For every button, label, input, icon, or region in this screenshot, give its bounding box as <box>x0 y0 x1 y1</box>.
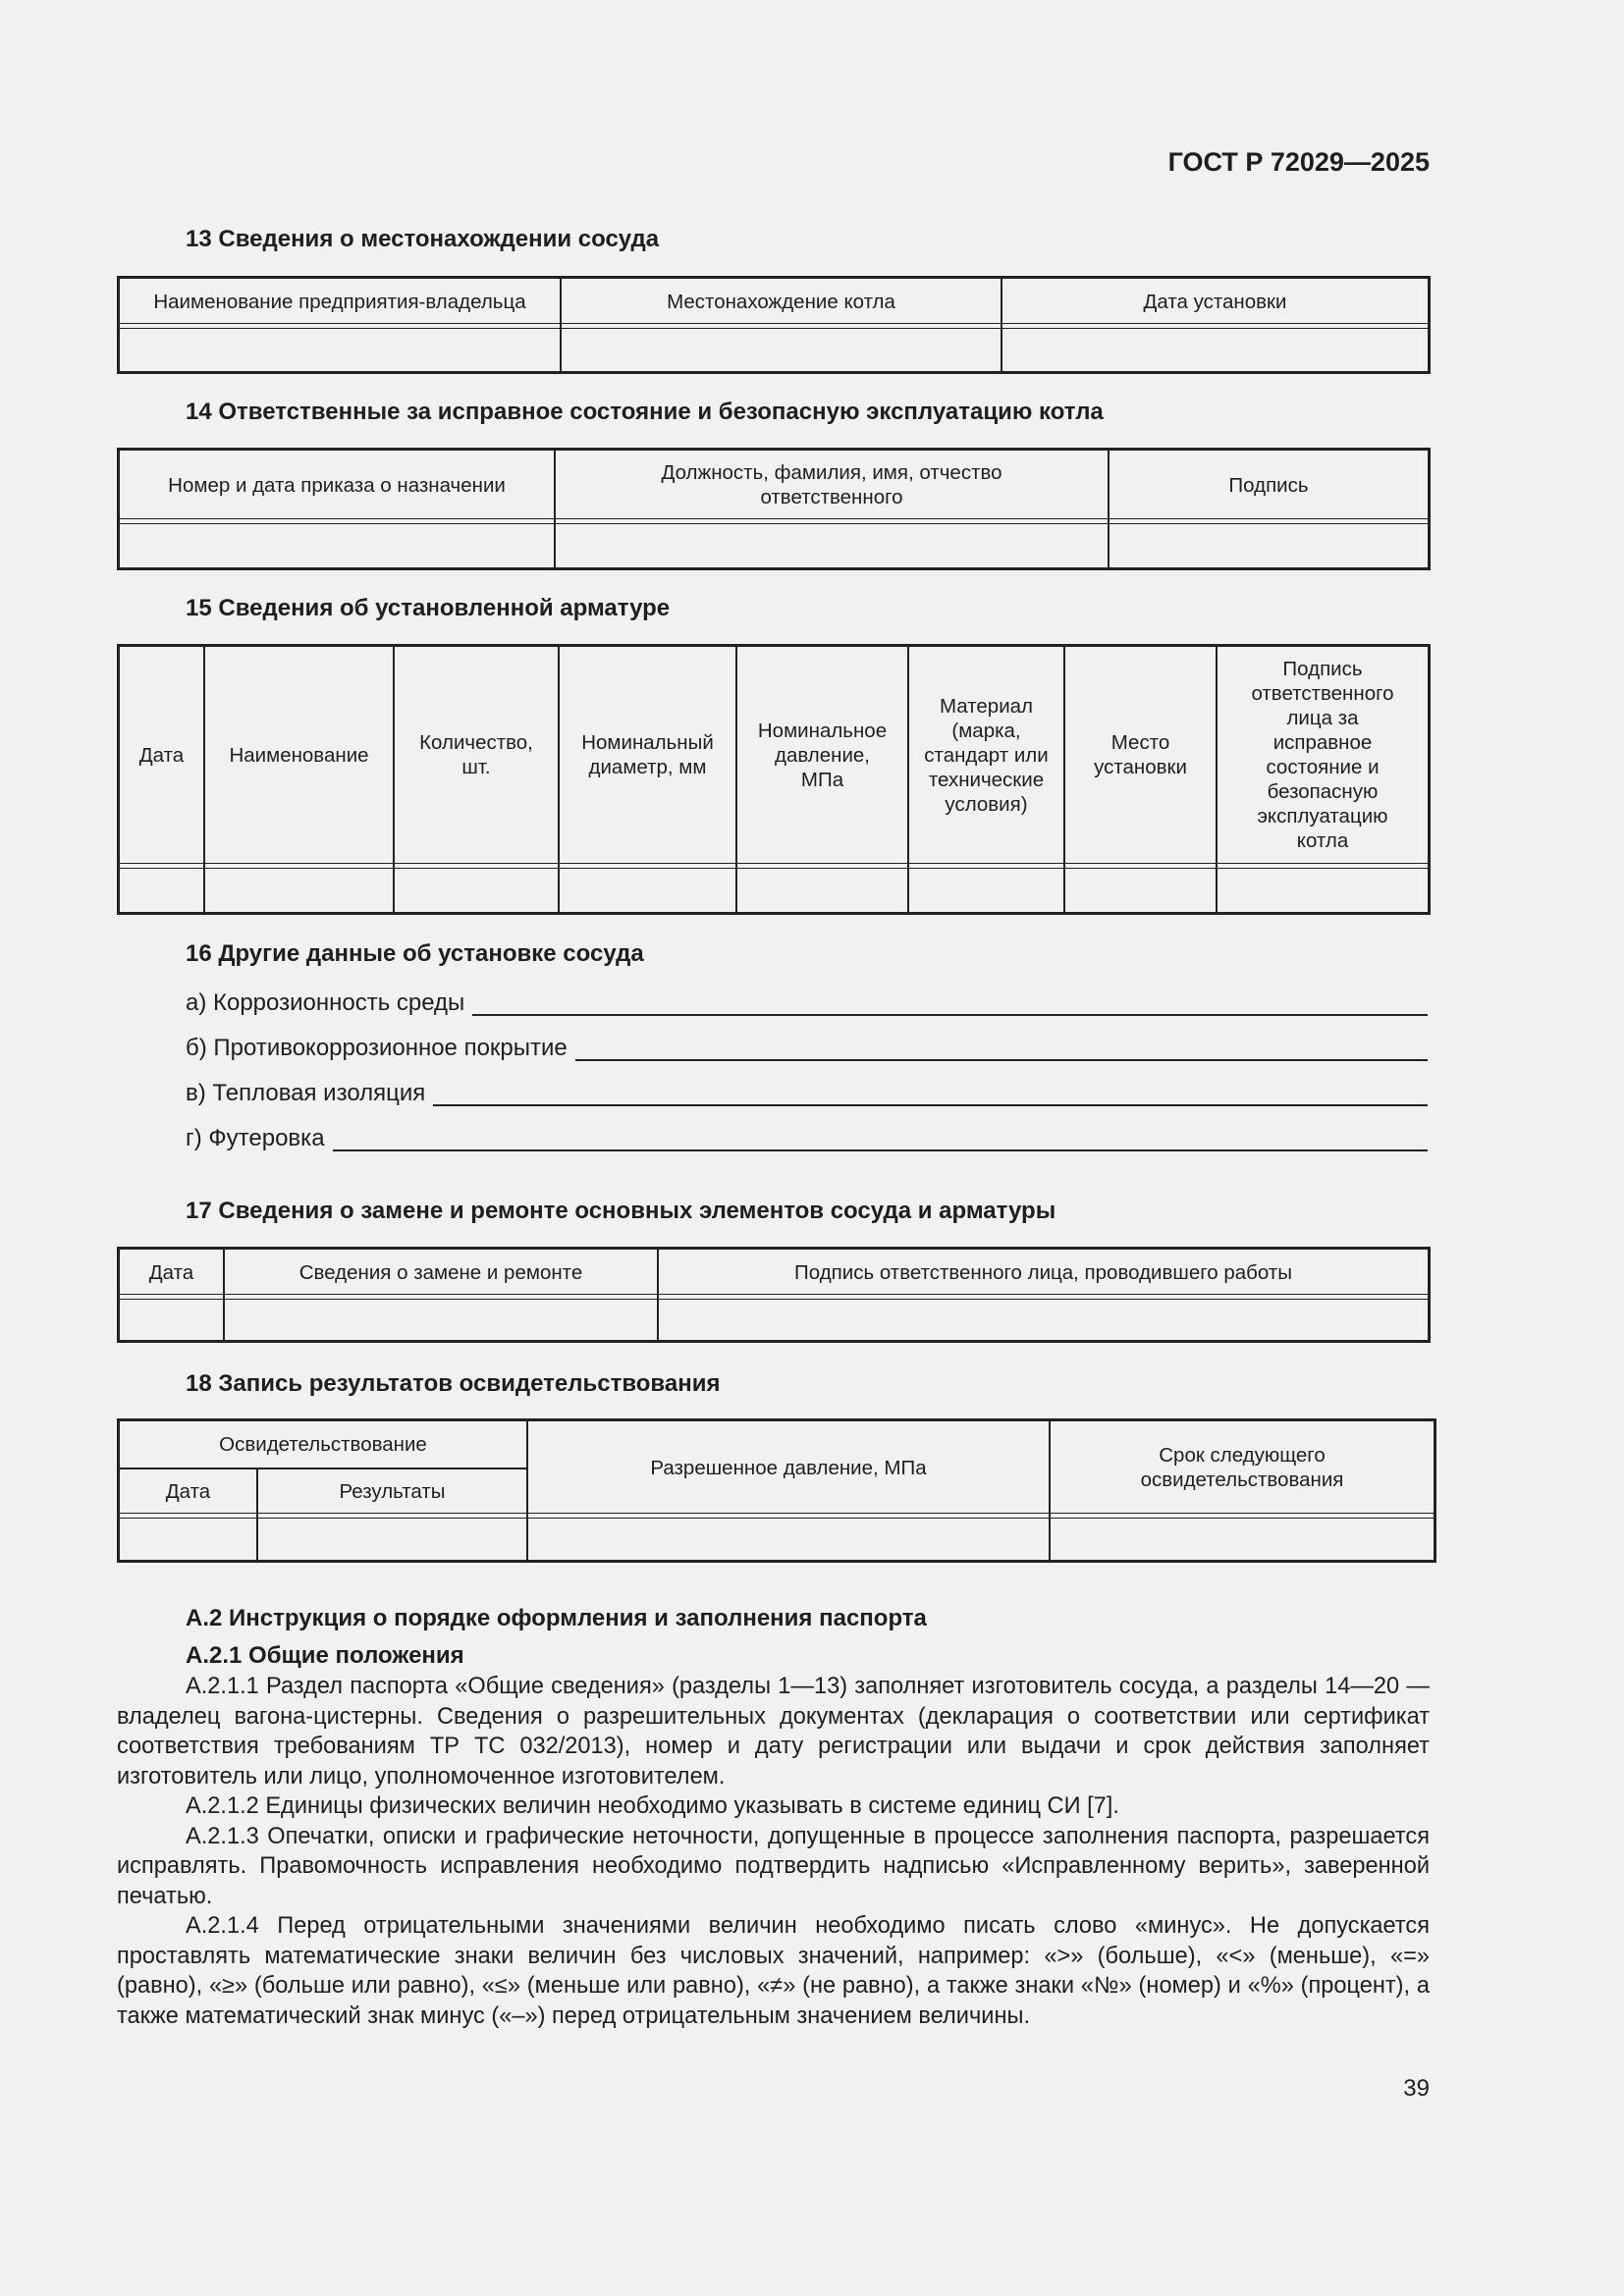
table-18-col-divider <box>1049 1421 1051 1560</box>
table-15 <box>117 644 1431 915</box>
paragraph-a214: А.2.1.4 Перед отрицательными значениями величин необходимо писать слово «минус». Не допускается проставлять математические знаки величин без числовых значений, например: «>» (больше), «<» (меньше), «=» (равно), «≥» (больше или равно), «≤» (меньше или равно), «≠» (не равно), а также знаки «№» (номер) и «%» (процент), а также математический знак минус («–») перед отрицательным значением величины. <box>117 1913 1430 2029</box>
table-17-header-divider <box>120 1294 1428 1300</box>
table-17-col-divider <box>223 1250 225 1340</box>
field-lining <box>186 1119 1428 1152</box>
table-15-header-quantity: Количество, шт. <box>419 731 533 778</box>
table-18-col-divider <box>256 1468 258 1560</box>
table-13-col-divider <box>1001 279 1002 371</box>
table-18-header-results: Результаты <box>339 1479 446 1503</box>
table-13-header-install-date: Дата установки <box>1143 290 1287 313</box>
fill-line <box>575 1055 1428 1061</box>
table-13-header-owner: Наименование предприятия-владельца <box>153 290 526 313</box>
table-17-header-date: Дата <box>148 1260 194 1284</box>
field-corrosiveness <box>186 984 1428 1017</box>
table-17-header-repair-info: Сведения о замене и ремонте <box>298 1260 583 1284</box>
paragraph-a212: А.2.1.2 Единицы физических величин необходимо указывать в системе единиц СИ [7]. <box>186 1793 1119 1819</box>
table-14-header-position: Должность, фамилия, имя, отчество ответственного <box>661 461 1002 508</box>
page-number: 39 <box>1403 2075 1430 2102</box>
table-18-header-next-date: Срок следующего освидетельствования <box>1140 1444 1344 1491</box>
table-14-header-divider <box>120 518 1428 524</box>
document-code: ГОСТ Р 72029—2025 <box>1167 147 1430 177</box>
table-17 <box>117 1247 1431 1343</box>
section-17-title: 17 Сведения о замене и ремонте основных элементов сосуда и арматуры <box>186 1198 1056 1224</box>
paragraph-a213: А.2.1.3 Опечатки, описки и графические неточности, допущенные в процессе заполнения паспорта, разрешается исправлять. Правомочность исправления необходимо подтвердить надписью «Исправленному верить», заверенной печатью. <box>117 1823 1430 1909</box>
table-15-col-divider <box>393 647 395 912</box>
paragraph-a211: А.2.1.1 Раздел паспорта «Общие сведения» (разделы 1—13) заполняет изготовитель сосуда, а разделы 14—20 — владелец вагона-цистерны. Сведения о разрешительных документах (декларация о соответствии или сертификат соответствия требованиям ТР ТС 032/2013), номер и дату регистрации или выдачи и срок действия заполняет изготовитель или лицо, уполномоченное изготовителем. <box>117 1674 1430 1789</box>
table-14-header-order: Номер и дата приказа о назначении <box>168 473 506 497</box>
table-18-group-divider <box>120 1468 528 1469</box>
field-thermal-insulation <box>186 1074 1428 1107</box>
section-13-title: 13 Сведения о местонахождении сосуда <box>186 226 660 252</box>
section-16-title: 16 Другие данные об установке сосуда <box>186 940 644 967</box>
table-15-header-divider <box>120 863 1428 869</box>
table-13-col-divider <box>560 279 562 371</box>
table-15-col-divider <box>203 647 205 912</box>
table-14-col-divider <box>1108 451 1110 567</box>
fill-line <box>333 1146 1428 1151</box>
table-15-header-diameter: Номинальный диаметр, мм <box>581 731 714 778</box>
table-14-header-signature: Подпись <box>1228 473 1309 497</box>
table-17-col-divider <box>657 1250 659 1340</box>
table-13-header-location: Местонахождение котла <box>667 290 895 313</box>
table-15-header-pressure: Номинальное давление, МПа <box>757 719 888 791</box>
table-13 <box>117 276 1431 374</box>
table-15-header-name: Наименование <box>229 743 369 767</box>
appendix-a2-title: А.2 Инструкция о порядке оформления и заполнения паспорта <box>186 1605 927 1631</box>
table-18-header-inspection: Освидетельствование <box>219 1432 427 1456</box>
table-14 <box>117 448 1431 570</box>
fill-line <box>472 1010 1428 1016</box>
table-14-col-divider <box>554 451 556 567</box>
table-18-col-divider <box>526 1421 528 1560</box>
section-14-title: 14 Ответственные за исправное состояние и безопасную эксплуатацию котла <box>186 399 1104 425</box>
field-anticorrosion-coating <box>186 1029 1428 1062</box>
table-13-header-divider <box>120 323 1428 329</box>
field-corrosiveness-label: а) Коррозионность среды <box>186 989 465 1016</box>
appendix-a2-body <box>117 1672 1430 2031</box>
table-18 <box>117 1418 1436 1563</box>
table-18-header-divider <box>120 1513 1434 1519</box>
table-18-header-pressure: Разрешенное давление, МПа <box>650 1456 927 1479</box>
fill-line <box>433 1100 1428 1106</box>
section-15-title: 15 Сведения об установленной арматуре <box>186 595 671 621</box>
field-lining-label: г) Футеровка <box>186 1125 325 1151</box>
table-15-header-signature: Подпись ответственного лица за исправное состояние и безопасную эксплуатацию котла <box>1251 658 1394 852</box>
field-thermal-insulation-label: в) Тепловая изоляция <box>186 1080 426 1106</box>
table-15-col-divider <box>1216 647 1218 912</box>
table-15-col-divider <box>735 647 737 912</box>
table-18-header-date: Дата <box>165 1479 211 1503</box>
table-15-col-divider <box>907 647 909 912</box>
table-15-col-divider <box>558 647 560 912</box>
appendix-a21-title: А.2.1 Общие положения <box>186 1642 464 1669</box>
table-17-header-signature: Подпись ответственного лица, проводившего работы <box>794 1260 1292 1284</box>
section-18-title: 18 Запись результатов освидетельствования <box>186 1370 721 1397</box>
table-15-header-material: Материал (марка, стандарт или технические условия) <box>924 694 1049 816</box>
field-anticorrosion-coating-label: б) Противокоррозионное покрытие <box>186 1035 568 1061</box>
table-15-header-place: Место установки <box>1094 731 1187 778</box>
table-15-header-date: Дата <box>138 743 185 767</box>
table-15-col-divider <box>1063 647 1065 912</box>
